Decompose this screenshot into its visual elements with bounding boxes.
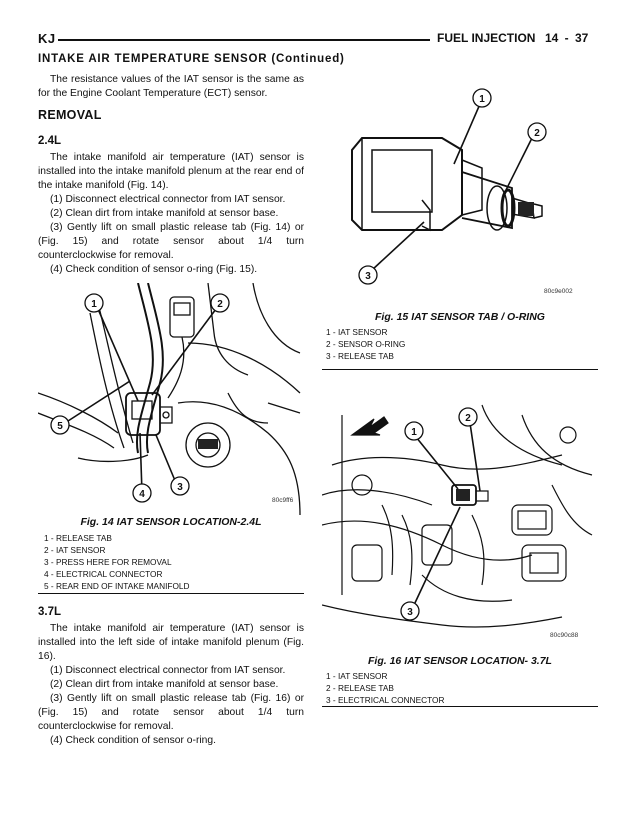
fig15-callout-2: 2 (534, 128, 540, 139)
fig16-legend-item: 1 - IAT SENSOR (326, 671, 388, 681)
fig15-caption: Fig. 15 IAT SENSOR TAB / O-RING (375, 311, 545, 323)
section-2-4l-step: (3) Gently lift on small plastic release tab (Fig. 14) or (Fig. 15) and rotate sensor about 1/4 turn counterclockwise for removal. (38, 222, 304, 261)
fig16-caption: Fig. 16 IAT SENSOR LOCATION- 3.7L (368, 655, 552, 667)
fig14-callout-3: 3 (177, 482, 183, 493)
fig14-callout-2: 2 (217, 299, 223, 310)
header-model: KJ (38, 31, 56, 46)
fig15-drawing (322, 80, 598, 302)
fig14-bottom-rule (38, 593, 304, 594)
fig15-legend-item: 3 - RELEASE TAB (326, 351, 394, 361)
fig16-callout-2: 2 (465, 413, 471, 424)
section-3-7l-step: (2) Clean dirt from intake manifold at sensor base. (50, 679, 279, 690)
fig15-bottom-rule (322, 369, 598, 370)
section-3-7l-step: (4) Check condition of sensor o-ring. (50, 735, 216, 746)
fig15-image-id: 80c9e002 (544, 288, 573, 295)
fig14-legend-item: 2 - IAT SENSOR (44, 545, 106, 555)
fig15-legend-item: 2 - SENSOR O-RING (326, 339, 406, 349)
fig16-legend-item: 3 - ELECTRICAL CONNECTOR (326, 695, 445, 705)
fig15-illustration (322, 80, 598, 302)
section-3-7l-step: (3) Gently lift on small plastic release tab (Fig. 16) or (Fig. 15) and rotate sensor about 1/4 turn counterclockwise for removal. (38, 693, 304, 732)
fig15-callout-3: 3 (365, 271, 371, 282)
header-rule (58, 39, 430, 41)
section-3-7l-heading: 3.7L (38, 606, 62, 618)
fig16-callout-1: 1 (411, 427, 417, 438)
fig16-legend-item: 2 - RELEASE TAB (326, 683, 394, 693)
fig14-callout-4: 4 (139, 489, 145, 500)
section-3-7l (38, 605, 304, 748)
section-2-4l (38, 134, 304, 277)
fig15-legend-item: 1 - IAT SENSOR (326, 327, 388, 337)
fig14-illustration (38, 283, 304, 515)
section-2-4l-step: (2) Clean dirt from intake manifold at sensor base. (50, 208, 279, 219)
continued-title: INTAKE AIR TEMPERATURE SENSOR (Continued) (38, 53, 345, 65)
fig14-legend-item: 4 - ELECTRICAL CONNECTOR (44, 569, 163, 579)
fig14-image-id: 80c9ff6 (272, 497, 294, 504)
fig16-image-id: 80c90c88 (550, 632, 579, 639)
section-2-4l-heading: 2.4L (38, 135, 62, 147)
removal-heading: REMOVAL (38, 108, 102, 122)
fig16-drawing (322, 395, 598, 643)
fig14-legend-item: 3 - PRESS HERE FOR REMOVAL (44, 557, 172, 567)
section-2-4l-body: The intake manifold air temperature (IAT) sensor is installed into the intake manifold plenum at the rear end of the intake manifold (Fig. 14). (38, 152, 304, 191)
fig16-bottom-rule (322, 706, 598, 707)
section-2-4l-step: (1) Disconnect electrical connector from IAT sensor. (50, 194, 286, 205)
fig14-callout-1: 1 (91, 299, 97, 310)
fig15-legend (326, 326, 405, 362)
fig14-legend-item: 5 - REAR END OF INTAKE MANIFOLD (44, 581, 190, 591)
section-3-7l-step: (1) Disconnect electrical connector from IAT sensor. (50, 665, 286, 676)
fig14-drawing (38, 283, 304, 515)
fig16-legend (326, 670, 444, 706)
section-2-4l-step: (4) Check condition of sensor o-ring (Fig. 15). (50, 264, 258, 275)
intro-paragraph (38, 73, 304, 101)
header-page-number: 14 - 37 (545, 31, 589, 45)
fig14-legend-item: 1 - RELEASE TAB (44, 533, 112, 543)
fig14-caption: Fig. 14 IAT SENSOR LOCATION-2.4L (80, 516, 262, 528)
fig15-callout-1: 1 (479, 94, 485, 105)
header-section-title: FUEL INJECTION (437, 31, 536, 45)
intro-text: The resistance values of the IAT sensor is the same as for the Engine Coolant Temperature (ECT) sensor. (38, 74, 304, 99)
fig14-legend (44, 532, 190, 592)
fig16-callout-3: 3 (407, 607, 413, 618)
fig16-illustration (322, 395, 598, 643)
section-3-7l-body: The intake manifold air temperature (IAT) sensor is installed into the left side of intake manifold plenum (Fig. 16). (38, 623, 304, 662)
fig14-callout-5: 5 (57, 421, 63, 432)
